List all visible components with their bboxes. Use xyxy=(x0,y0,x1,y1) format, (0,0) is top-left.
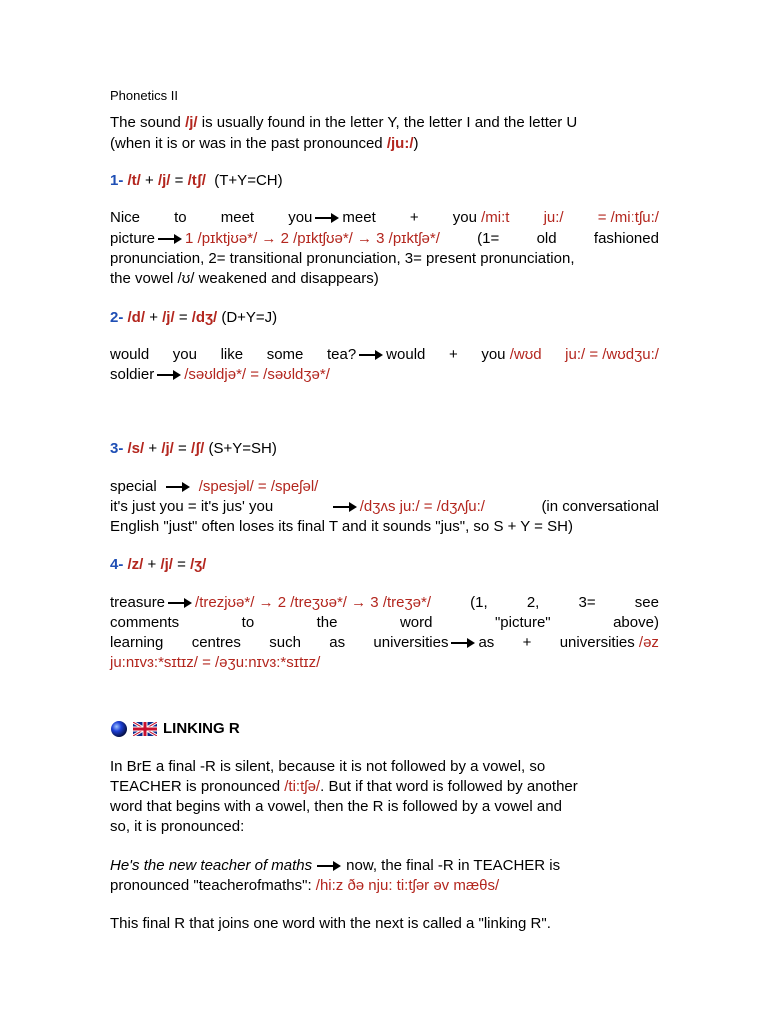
word: as xyxy=(329,634,346,651)
word: to xyxy=(174,209,187,226)
word: centres xyxy=(191,634,241,651)
word: you xyxy=(452,209,477,226)
word: soldier xyxy=(110,366,155,383)
ipa: /səʊldjə*/ = /səʊldʒə*/ xyxy=(184,366,330,383)
ipa: = /miːtʃu:/ xyxy=(597,209,659,226)
ipa: /trezjʊə*/ → 2 /treʒʊə*/ → 3 /treʒə*/ xyxy=(195,594,432,611)
ipa-j: /j/ xyxy=(185,114,198,131)
text: now, the final -R in TEACHER is xyxy=(346,857,561,874)
arrow-icon xyxy=(332,501,358,513)
arrow-icon xyxy=(316,860,342,872)
section-number: 1- xyxy=(110,172,124,189)
section-note: (S+Y=SH) xyxy=(208,440,277,457)
sec1-example-3: pronunciation, 2= transitional pronunciation, 3= present pronunciation, xyxy=(110,250,575,267)
word: meet xyxy=(220,209,255,226)
text: TEACHER is pronounced xyxy=(110,778,285,795)
phoneme: /s/ xyxy=(127,440,145,457)
arrow-icon xyxy=(450,637,476,649)
word: (1= xyxy=(477,230,500,247)
sec3-example-3: English "just" often loses its final T and it sounds "jus", so S + Y = SH) xyxy=(110,518,573,535)
section-number: 2- xyxy=(110,309,124,326)
sec2-example-2 xyxy=(110,365,330,385)
intro-text: (when it is or was in the past pronounced xyxy=(110,135,387,152)
word: treasure xyxy=(110,594,166,611)
arrow-icon xyxy=(165,481,191,493)
word: old xyxy=(536,230,557,247)
sec3-example-2 xyxy=(110,497,659,517)
plus: + xyxy=(145,172,154,189)
equals: = xyxy=(178,440,187,457)
word: like xyxy=(220,346,244,363)
word: such xyxy=(269,634,301,651)
sec4-example-2 xyxy=(110,613,659,633)
sec4-example-4: ju:nɪvɜ:*sɪtɪz/ = /əʒu:nɪvɜ:*sɪtɪz/ xyxy=(110,654,321,671)
section-2-heading xyxy=(110,308,277,328)
sec3-example-1 xyxy=(110,477,318,497)
word: it's just you = it's jus' you xyxy=(110,498,274,515)
linking-heading-text: LINKING R xyxy=(163,720,240,737)
sec1-example-2 xyxy=(110,229,659,249)
sec4-example-3 xyxy=(110,633,659,653)
word: universities xyxy=(373,634,449,651)
page-title: Phonetics II xyxy=(110,88,178,103)
sec1-example-1 xyxy=(110,208,659,228)
ipa-ju: /ju:/ xyxy=(386,135,414,152)
linking-r-heading xyxy=(110,719,240,739)
plus: + xyxy=(148,440,158,457)
word: comments xyxy=(110,614,180,631)
linking-example-line2 xyxy=(110,876,499,896)
ipa: /əz xyxy=(638,634,659,651)
text: . But if that word is followed by another xyxy=(320,778,578,795)
phoneme: /j/ xyxy=(162,309,175,326)
section-4-heading xyxy=(110,555,206,575)
word: you xyxy=(481,346,506,363)
word: meet xyxy=(342,209,376,226)
word: see xyxy=(634,594,659,611)
ipa: ju:/ xyxy=(543,209,564,226)
arrow-icon xyxy=(156,369,182,381)
arrow-icon xyxy=(358,349,384,361)
intro-line-1 xyxy=(110,113,577,133)
equals: = xyxy=(178,309,188,326)
word: + xyxy=(409,209,419,226)
word: tea? xyxy=(326,346,357,363)
sec1-example-4: the vowel /ʊ/ weakened and disappears) xyxy=(110,270,379,287)
word: 3= xyxy=(578,594,596,611)
blue-bullet-icon xyxy=(110,720,128,738)
word: universities xyxy=(559,634,635,651)
ipa: /dʒʌs ju:/ = /dʒʌʃu:/ xyxy=(359,498,485,515)
section-1-heading xyxy=(110,171,283,191)
linking-example-line1 xyxy=(110,856,560,876)
arrow-icon xyxy=(167,597,193,609)
linking-final: This final R that joins one word with the next is called a "linking R". xyxy=(110,915,551,932)
word: "picture" xyxy=(494,614,551,631)
intro-text: The sound xyxy=(110,114,186,131)
word: Nice xyxy=(110,209,141,226)
ipa: /ti:tʃə/ xyxy=(284,778,321,795)
sec2-example-1 xyxy=(110,345,659,365)
uk-flag-icon xyxy=(133,722,157,736)
equals: = xyxy=(177,556,186,573)
word: + xyxy=(522,634,532,651)
intro-text: is usually found in the letter Y, the letter I and the letter U xyxy=(197,114,578,131)
ipa: 1 /pɪktjʊə*/ → 2 /pɪktʃʊə*/ → 3 /pɪktʃə*/ xyxy=(185,230,440,247)
word: you xyxy=(288,209,313,226)
word: (1, xyxy=(470,594,488,611)
ipa: /wʊd xyxy=(509,346,542,363)
ipa: /mi:t xyxy=(481,209,510,226)
phoneme: /z/ xyxy=(127,556,144,573)
phoneme-result: /ʃ/ xyxy=(190,440,205,457)
word: to xyxy=(241,614,255,631)
phoneme: /d/ xyxy=(127,309,146,326)
section-3-heading xyxy=(110,439,277,459)
plus: + xyxy=(149,309,158,326)
section-number: 4- xyxy=(110,556,124,573)
section-number: 3- xyxy=(110,440,124,457)
sec4-example-1 xyxy=(110,593,659,613)
word: above) xyxy=(613,614,659,631)
section-note: (T+Y=CH) xyxy=(214,172,283,189)
phoneme-result: /tʃ/ xyxy=(187,172,206,189)
arrow-icon xyxy=(314,212,340,224)
word: would xyxy=(386,346,426,363)
linking-p1-line1: In BrE a final -R is silent, because it is not followed by a vowel, so xyxy=(110,758,546,775)
linking-p1-line2 xyxy=(110,777,578,797)
word: as xyxy=(478,634,495,651)
word: special xyxy=(110,478,157,495)
ipa: /spesjəl/ = /speʃəl/ xyxy=(198,478,319,495)
phoneme: /j/ xyxy=(160,556,173,573)
word: fashioned xyxy=(593,230,659,247)
linking-p1-line4: so, it is pronounced: xyxy=(110,818,245,835)
intro-text: ) xyxy=(413,135,419,152)
linking-p1-line3: word that begins with a vowel, then the R is followed by a vowel and xyxy=(110,798,562,815)
ipa: /hi:z ðə nju: ti:tʃər əv mæθs/ xyxy=(315,877,500,894)
intro-line-2 xyxy=(110,134,419,154)
phoneme: /j/ xyxy=(161,440,174,457)
example-italic: He's the new teacher of maths xyxy=(110,857,313,874)
word: the xyxy=(316,614,338,631)
text: pronounced "teacherofmaths": xyxy=(110,877,316,894)
phoneme: /j/ xyxy=(157,172,171,189)
arrow-icon xyxy=(157,233,183,245)
phoneme-result: /ʒ/ xyxy=(190,556,207,573)
section-note: (D+Y=J) xyxy=(221,309,278,326)
word: 2, xyxy=(526,594,540,611)
ipa: ju:/ = /wʊdʒu:/ xyxy=(565,346,659,363)
word: + xyxy=(448,346,458,363)
word: picture xyxy=(110,230,156,247)
phoneme: /t/ xyxy=(127,172,141,189)
phoneme-result: /dʒ/ xyxy=(191,309,218,326)
word: learning xyxy=(110,634,164,651)
word: some xyxy=(266,346,304,363)
plus: + xyxy=(147,556,157,573)
equals: = xyxy=(174,172,184,189)
word: you xyxy=(172,346,197,363)
word: would xyxy=(110,346,150,363)
word: word xyxy=(399,614,433,631)
word: (in conversational xyxy=(541,498,659,515)
